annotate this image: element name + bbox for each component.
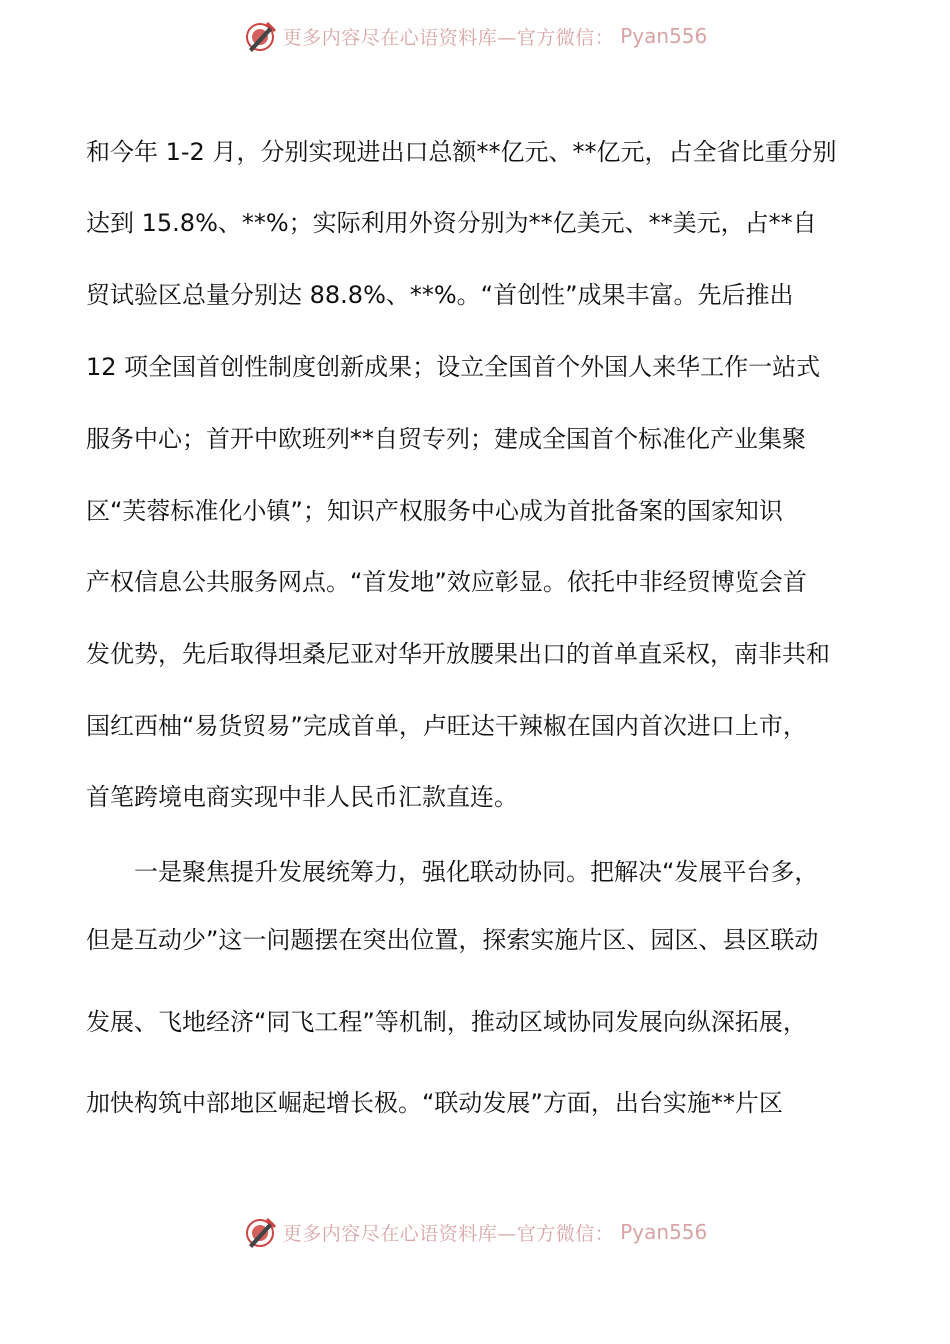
text-line: 服务中心；首开中欧班列**自贸专列；建成全国首个标准化产业集聚 bbox=[86, 425, 806, 453]
watermark-handle: Pyan556 bbox=[620, 24, 708, 48]
text-line: 加快构筑中部地区崛起增长极。“联动发展”方面，出台实施**片区 bbox=[86, 1089, 783, 1117]
watermark-handle: Pyan556 bbox=[620, 1220, 708, 1244]
text-line: 区“芙蓉标准化小镇”；知识产权服务中心成为首批备案的国家知识 bbox=[86, 497, 783, 525]
paragraph-first-line: 一是聚焦提升发展统筹力，强化联动协同。把解决“发展平台多， bbox=[134, 858, 819, 886]
watermark-text: 更多内容尽在心语资料库—官方微信： bbox=[282, 26, 615, 49]
text-line: 发优势，先后取得坦桑尼亚对华开放腰果出口的首单直采权，南非共和 bbox=[86, 640, 830, 668]
text-line: 达到 15.8%、**%；实际利用外资分别为**亿美元、**美元，占**自 bbox=[86, 209, 817, 237]
text-line: 但是互动少”这一问题摆在突出位置，探索实施片区、园区、县区联动 bbox=[86, 926, 819, 954]
watermark-header bbox=[0, 14, 950, 58]
text-line: 和今年 1-2 月，分别实现进出口总额**亿元、**亿元，占全省比重分别 bbox=[86, 138, 837, 166]
pen-logo-icon bbox=[243, 19, 277, 53]
text-line: 发展、飞地经济“同飞工程”等机制，推动区域协同发展向纵深拓展， bbox=[86, 1008, 807, 1036]
watermark-footer bbox=[0, 1210, 950, 1254]
text-line: 贸试验区总量分别达 88.8%、**%。“首创性”成果丰富。先后推出 bbox=[86, 281, 794, 309]
text-line: 国红西柚“易货贸易”完成首单，卢旺达干辣椒在国内首次进口上市， bbox=[86, 712, 807, 740]
text-line: 产权信息公共服务网点。“首发地”效应彰显。依托中非经贸博览会首 bbox=[86, 568, 807, 596]
pen-logo-icon bbox=[243, 1215, 277, 1249]
watermark-text: 更多内容尽在心语资料库—官方微信： bbox=[282, 1222, 615, 1245]
text-line: 12 项全国首创性制度创新成果；设立全国首个外国人来华工作一站式 bbox=[86, 353, 821, 381]
text-line: 首笔跨境电商实现中非人民币汇款直连。 bbox=[86, 783, 518, 811]
